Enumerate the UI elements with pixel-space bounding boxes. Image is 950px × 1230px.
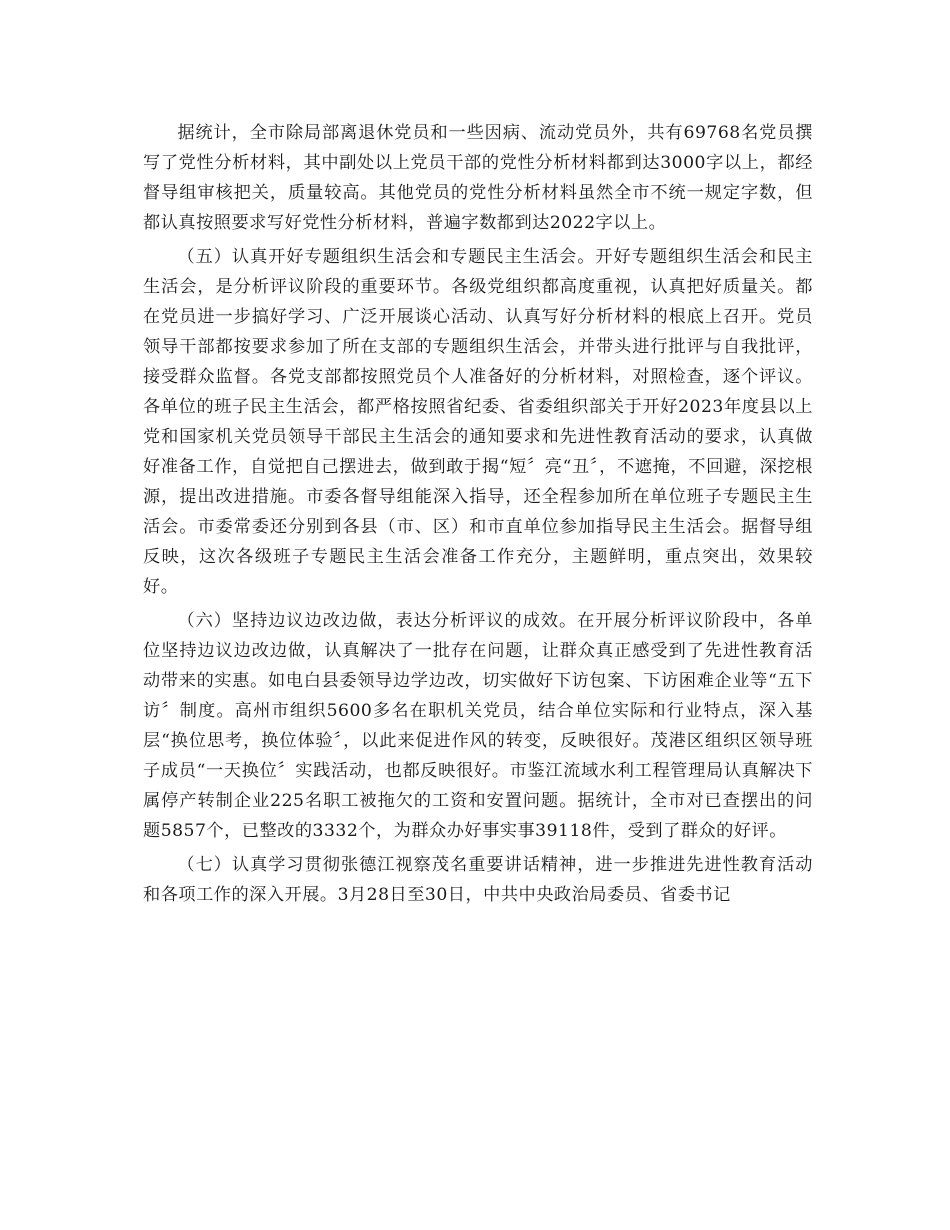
paragraph-statistics: 据统计，全市除局部离退休党员和一些因病、流动党员外，共有69768名党员撰写了党性分析材料，其中副处以上党员干部的党性分析材料都到达3000字以上，都经督导组审核把关，质量较高。其他党员的党性分析材料虽然全市不统一规定字数，但都认真按照要求写好党性分析材料，普遍字数都到达2022字以上。: [143, 123, 813, 233]
document-body: [143, 118, 813, 914]
paragraph-section-seven: （七）认真学习贯彻张德江视察茂名重要讲话精神，进一步推进先进性教育活动和各项工作的深入开展。3月28日至30日，中共中央政治局委员、省委书记: [143, 855, 813, 905]
paragraph-section-six: （六）坚持边议边改边做，表达分析评议的成效。在开展分析评议阶段中，各单位坚持边议边改边做，认真解决了一批存在问题，让群众真正感受到了先进性教育活动带来的实惠。如电白县委领导边学边改，切实做好下访包案、下访困难企业等“五下访〞制度。高州市组织5600多名在职机关党员，结合单位实际和行业特点，深入基层“换位思考，换位体验〞，以此来促进作风的转变，反映很好。茂港区组织区领导班子成员“一天换位〞实践活动，也都反映很好。市鉴江流域水利工程管理局认真解决下属停产转制企业225名职工被拖欠的工资和安置问题。据统计，全市对已查摆出的问题5857个，已整改的3332个，为群众办好事实事39118件，受到了群众的好评。: [143, 611, 813, 841]
paragraph-section-five: （五）认真开好专题组织生活会和专题民主生活会。开好专题组织生活会和民主生活会，是分析评议阶段的重要环节。各级党组织都高度重视，认真把好质量关。都在党员进一步搞好学习、广泛开展谈心活动、认真写好分析材料的根底上召开。党员领导干部都按要求参加了所在支部的专题组织生活会，并带头进行批评与自我批评，接受群众监督。各党支部都按照党员个人准备好的分析材料，对照检查，逐个评议。各单位的班子民主生活会，都严格按照省纪委、省委组织部关于开好2023年度县以上党和国家机关党员领导干部民主生活会的通知要求和先进性教育活动的要求，认真做好准备工作，自觉把自己摆进去，做到敢于揭“短〞亮“丑〞，不遮掩，不回避，深挖根源，提出改进措施。市委各督导组能深入指导，还全程参加所在单位班子专题民主生活会。市委常委还分别到各县（市、区）和市直单位参加指导民主生活会。据督导组反映，这次各级班子专题民主生活会准备工作充分，主题鲜明，重点突出，效果较好。: [143, 247, 813, 597]
